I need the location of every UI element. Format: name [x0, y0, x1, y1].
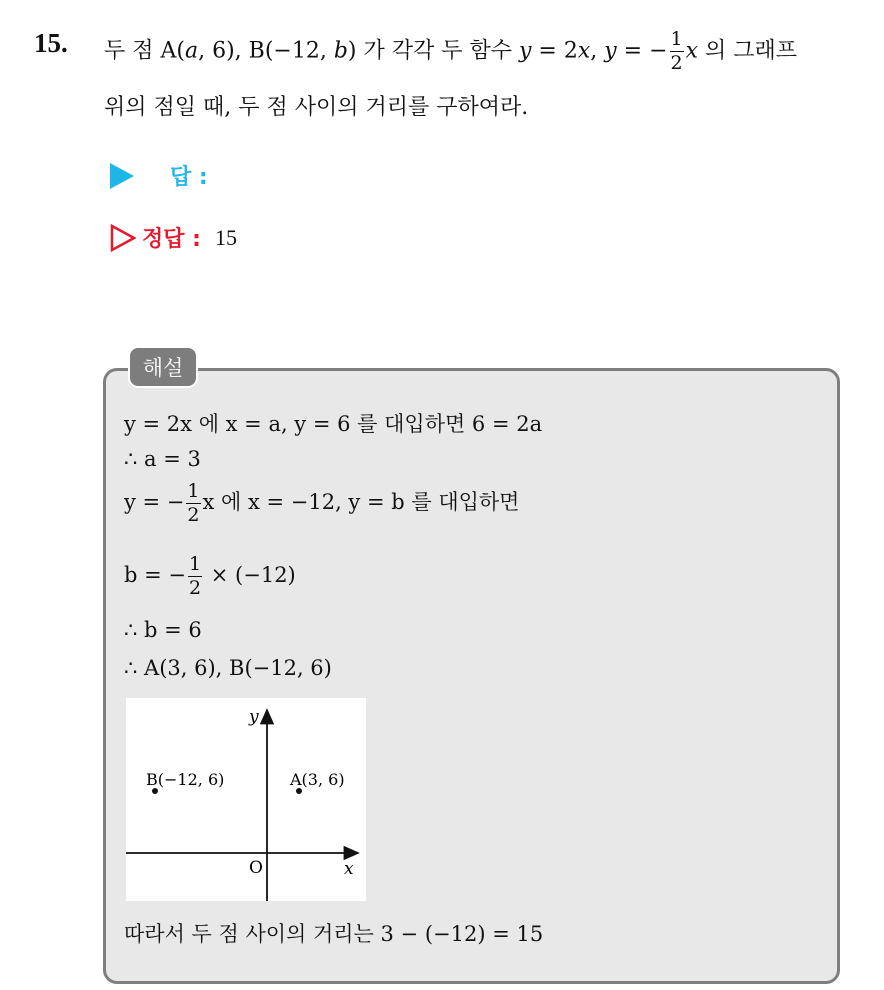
- correct-answer-value: 15: [214, 224, 237, 250]
- question-line-1: 두 점 A(a, 6), B(−12, b) 가 각각 두 함수 y = 2x, y = − $\frac{1}{2}$ x 의 그래프: [104, 28, 798, 74]
- fraction-one-half: $\frac{1}{2}$: [670, 28, 683, 74]
- answer-row: [110, 160, 208, 191]
- answer-label: 답 :: [170, 165, 208, 190]
- play-filled-icon: [110, 163, 134, 189]
- solution-line-7: 따라서 두 점 사이의 거리는 3 − (−12) = 15: [124, 922, 544, 946]
- solution-line-1: y = 2x 에 x = a, y = 6 를 대입하면 6 = 2a: [124, 412, 543, 436]
- origin-label: O: [249, 858, 263, 878]
- fraction-one-half: $\frac{1}{2}$: [189, 553, 202, 599]
- solution-line-4: b = − $\frac{1}{2}$ × (−12): [124, 553, 296, 599]
- point-a-label: A(3, 6): [290, 770, 345, 789]
- y-axis-label: y: [249, 707, 259, 727]
- play-outline-icon: [110, 224, 136, 252]
- correct-answer-label: 정답 :: [142, 227, 201, 252]
- coordinate-graph: [126, 698, 366, 901]
- correct-answer-row: [110, 222, 237, 253]
- solution-line-3: y = − $\frac{1}{2}$ x 에 x = −12, y = b 를 대입하면: [124, 480, 520, 526]
- solution-line-6: ∴ A(3, 6), B(−12, 6): [124, 656, 332, 680]
- x-axis-label: x: [344, 859, 354, 879]
- coordinate-plane: [126, 698, 366, 901]
- question-line-2: 위의 점일 때, 두 점 사이의 거리를 구하여라.: [104, 95, 529, 120]
- solution-tag: 해설: [128, 346, 198, 388]
- point-b-label: B(−12, 6): [146, 770, 225, 789]
- solution-line-5: ∴ b = 6: [124, 618, 202, 642]
- question-number: 15.: [34, 28, 68, 58]
- solution-line-2: ∴ a = 3: [124, 447, 201, 471]
- fraction-one-half: $\frac{1}{2}$: [187, 480, 200, 526]
